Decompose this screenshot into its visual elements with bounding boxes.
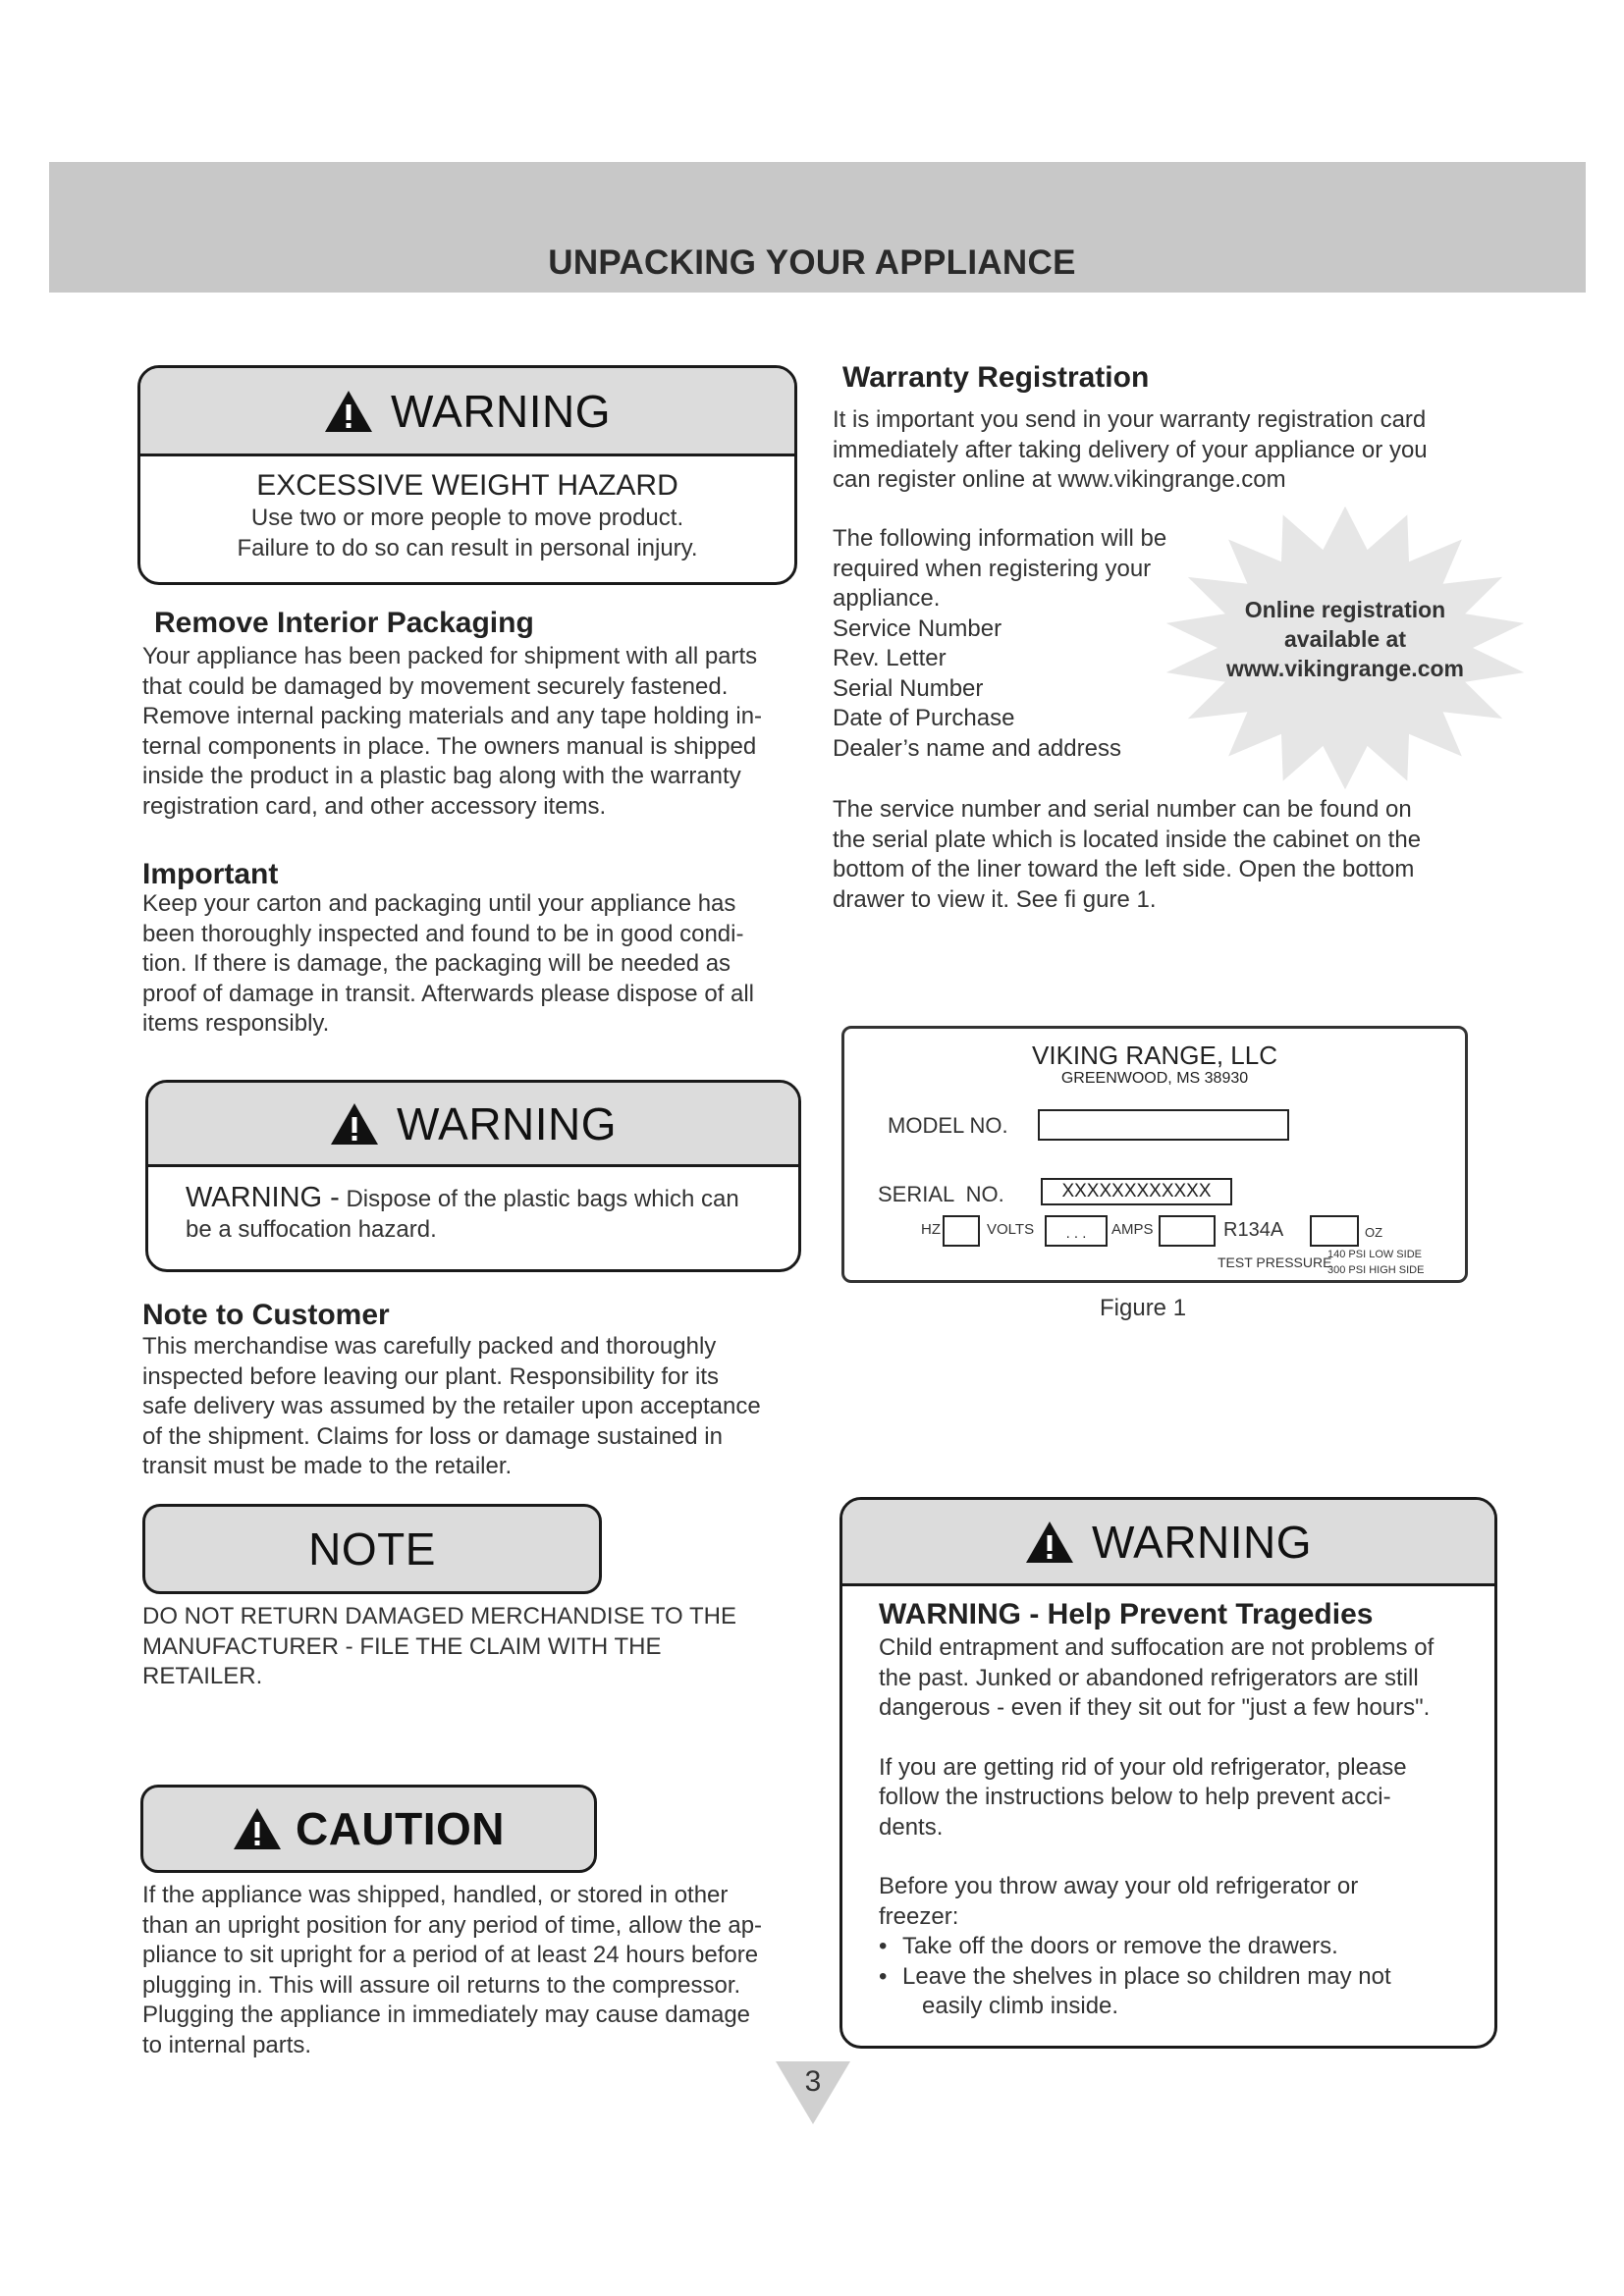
text-line: the past. Junked or abandoned refrigerators are still bbox=[879, 1664, 1419, 1691]
page-number: 3 bbox=[804, 2065, 822, 2098]
text-line: If the appliance was shipped, handled, or stored in other bbox=[142, 1882, 729, 1908]
text-line: Dispose of the plastic bags which can bbox=[339, 1186, 739, 1212]
warning-triangle-icon bbox=[1025, 1521, 1074, 1564]
model-label: MODEL NO. bbox=[888, 1113, 1008, 1138]
warranty-heading: Warranty Registration bbox=[842, 361, 1150, 394]
text-line: RETAILER. bbox=[142, 1663, 263, 1689]
caution-box bbox=[140, 1785, 597, 1873]
text-line: The following information will be bbox=[833, 525, 1167, 552]
caution-signal-word: CAUTION bbox=[295, 1803, 506, 1854]
text-line: safe delivery was assumed by the retailer upon acceptance bbox=[142, 1393, 761, 1419]
text-line: registration card, and other accessory items. bbox=[142, 792, 607, 820]
volts-field: . . . bbox=[1045, 1215, 1108, 1247]
serial-number-field: XXXXXXXXXXXX bbox=[1041, 1178, 1232, 1205]
serial-label: SERIAL NO. bbox=[878, 1182, 1004, 1206]
serial-plate-figure bbox=[841, 1026, 1468, 1283]
note-box bbox=[142, 1504, 602, 1594]
list-item: Dealer’s name and address bbox=[833, 734, 1121, 762]
warning-triangle-icon bbox=[330, 1102, 379, 1146]
bullet-icon: • bbox=[879, 1962, 888, 1990]
text-line: tion. If there is damage, the packaging will be needed as bbox=[142, 950, 731, 977]
text-line: Child entrapment and suffocation are not problems of bbox=[879, 1634, 1435, 1661]
text-line: This merchandise was carefully packed and thoroughly bbox=[142, 1333, 717, 1360]
text-line: to internal parts. bbox=[142, 2031, 312, 2058]
text-line: can register online at www.vikingrange.com bbox=[833, 466, 1286, 493]
text-line: MANUFACTURER - FILE THE CLAIM WITH THE bbox=[142, 1632, 662, 1660]
hazard-title: EXCESSIVE WEIGHT HAZARD bbox=[256, 469, 678, 502]
remove-packaging-section bbox=[154, 607, 534, 640]
text-line: follow the instructions below to help prevent acci- bbox=[879, 1784, 1391, 1810]
text-line: required when registering your bbox=[833, 555, 1152, 582]
text-line: Before you throw away your old refrigerator or bbox=[879, 1873, 1359, 1899]
warranty-intro bbox=[833, 405, 1500, 496]
text-line: that could be damaged by movement securely fastened. bbox=[142, 672, 729, 700]
text-line: the serial plate which is located inside the cabinet on the bbox=[833, 826, 1422, 853]
warranty-required-list bbox=[833, 524, 1245, 764]
bullet-icon: • bbox=[879, 1933, 888, 1959]
test-pressure-label: TEST PRESSURE bbox=[1218, 1255, 1332, 1270]
note-signal-word: NOTE bbox=[308, 1523, 436, 1575]
serial-plate-location-text bbox=[833, 795, 1500, 915]
refrigerant-label: R134A bbox=[1223, 1219, 1284, 1241]
warning-header bbox=[842, 1500, 1494, 1586]
warning-lead: WARNING - bbox=[186, 1182, 340, 1213]
list-item: Service Number bbox=[833, 614, 1002, 642]
page-title: UNPACKING YOUR APPLIANCE bbox=[548, 243, 1076, 282]
model-number-field bbox=[1038, 1109, 1289, 1141]
text-line: plugging in. This will assure oil returns to the compressor. bbox=[142, 1971, 741, 1999]
text-line: been thoroughly inspected and found to be in good condi- bbox=[142, 920, 744, 947]
starburst-url: www.vikingrange.com bbox=[1226, 656, 1464, 681]
list-item: Leave the shelves in place so children may not bbox=[902, 1962, 1391, 1990]
list-item-continued: easily climb inside. bbox=[922, 1993, 1119, 2019]
text-line: proof of damage in transit. Afterwards please dispose of all bbox=[142, 980, 755, 1007]
text-line: than an upright position for any period of time, allow the ap- bbox=[142, 1911, 763, 1939]
oz-label: OZ bbox=[1365, 1225, 1383, 1240]
plate-location: GREENWOOD, MS 38930 bbox=[1060, 1070, 1249, 1087]
figure-caption: Figure 1 bbox=[1100, 1295, 1187, 1321]
refrigerant-field bbox=[1310, 1215, 1359, 1247]
text-line: transit must be made to the retailer. bbox=[142, 1453, 513, 1479]
important-text bbox=[142, 889, 810, 1040]
text-line: dangerous - even if they sit out for "just a few hours". bbox=[879, 1694, 1431, 1721]
text-line: Keep your carton and packaging until your appliance has bbox=[142, 890, 736, 917]
note-to-customer-heading: Note to Customer bbox=[142, 1299, 390, 1331]
text-line: inside the product in a plastic bag along with the warranty bbox=[142, 763, 741, 789]
text-line: If you are getting rid of your old refrigerator, please bbox=[879, 1753, 1407, 1781]
text-line: ternal components in place. The owners manual is shipped bbox=[142, 732, 757, 760]
text-line: Your appliance has been packed for shipment with all parts bbox=[142, 643, 758, 669]
high-side-pressure: 300 PSI HIGH SIDE bbox=[1327, 1264, 1425, 1276]
text-line: inspected before leaving our plant. Responsibility for its bbox=[142, 1362, 719, 1390]
list-item: Rev. Letter bbox=[833, 645, 947, 671]
starburst-line: Online registration bbox=[1244, 597, 1446, 622]
warning-signal-word: WARNING bbox=[390, 385, 612, 437]
text-line: dents. bbox=[879, 1813, 944, 1841]
hazard-line: Failure to do so can result in personal injury. bbox=[237, 534, 698, 561]
amps-label: AMPS bbox=[1111, 1221, 1154, 1238]
hz-label: HZ bbox=[921, 1221, 941, 1238]
warning-signal-word: WARNING bbox=[396, 1097, 618, 1149]
tragedies-heading: WARNING - Help Prevent Tragedies bbox=[879, 1598, 1374, 1630]
caution-text bbox=[142, 1881, 830, 2060]
warning-header bbox=[148, 1083, 798, 1167]
plate-company: VIKING RANGE, LLC bbox=[1032, 1041, 1277, 1070]
hz-field bbox=[943, 1215, 980, 1247]
volts-label: VOLTS bbox=[987, 1221, 1035, 1238]
low-side-pressure: 140 PSI LOW SIDE bbox=[1327, 1249, 1422, 1260]
text-line: appliance. bbox=[833, 585, 941, 612]
text-line: It is important you send in your warranty registration card bbox=[833, 406, 1427, 433]
starburst-line: available at bbox=[1283, 626, 1407, 652]
warning-header bbox=[140, 368, 794, 456]
list-item: Serial Number bbox=[833, 674, 984, 702]
list-item: Take off the doors or remove the drawers. bbox=[902, 1933, 1338, 1959]
important-heading: Important bbox=[142, 858, 279, 890]
warning-triangle-icon bbox=[233, 1807, 282, 1850]
text-line: DO NOT RETURN DAMAGED MERCHANDISE TO THE bbox=[142, 1603, 736, 1629]
amps-field bbox=[1159, 1215, 1216, 1247]
warning-box-prevent-tragedies bbox=[839, 1497, 1497, 2049]
text-line: freezer: bbox=[879, 1902, 959, 1930]
hazard-line: Use two or more people to move product. bbox=[250, 505, 684, 531]
list-item: Date of Purchase bbox=[833, 705, 1015, 731]
warning-box-plastic-bags bbox=[145, 1080, 801, 1272]
text-line: of the shipment. Claims for loss or damage sustained in bbox=[142, 1422, 723, 1450]
text-line: drawer to view it. See fi gure 1. bbox=[833, 885, 1157, 913]
note-to-customer-text bbox=[142, 1332, 810, 1482]
remove-packaging-text bbox=[142, 642, 810, 822]
warning-signal-word: WARNING bbox=[1091, 1516, 1313, 1568]
remove-packaging-heading: Remove Interior Packaging bbox=[154, 607, 534, 639]
text-line: be a suffocation hazard. bbox=[186, 1215, 437, 1243]
text-line: The service number and serial number can be found on bbox=[833, 796, 1412, 823]
text-line: Remove internal packing materials and any tape holding in- bbox=[142, 703, 763, 729]
warning-triangle-icon bbox=[324, 390, 373, 433]
note-text bbox=[142, 1602, 810, 1692]
text-line: Plugging the appliance in immediately may cause damage bbox=[142, 2002, 751, 2028]
text-line: items responsibly. bbox=[142, 1010, 330, 1037]
text-line: pliance to sit upright for a period of at least 24 hours before bbox=[142, 1942, 759, 1968]
text-line: bottom of the liner toward the left side. Open the bottom bbox=[833, 856, 1415, 882]
warning-box-weight bbox=[137, 365, 797, 585]
text-line: immediately after taking delivery of your appliance or you bbox=[833, 436, 1428, 463]
